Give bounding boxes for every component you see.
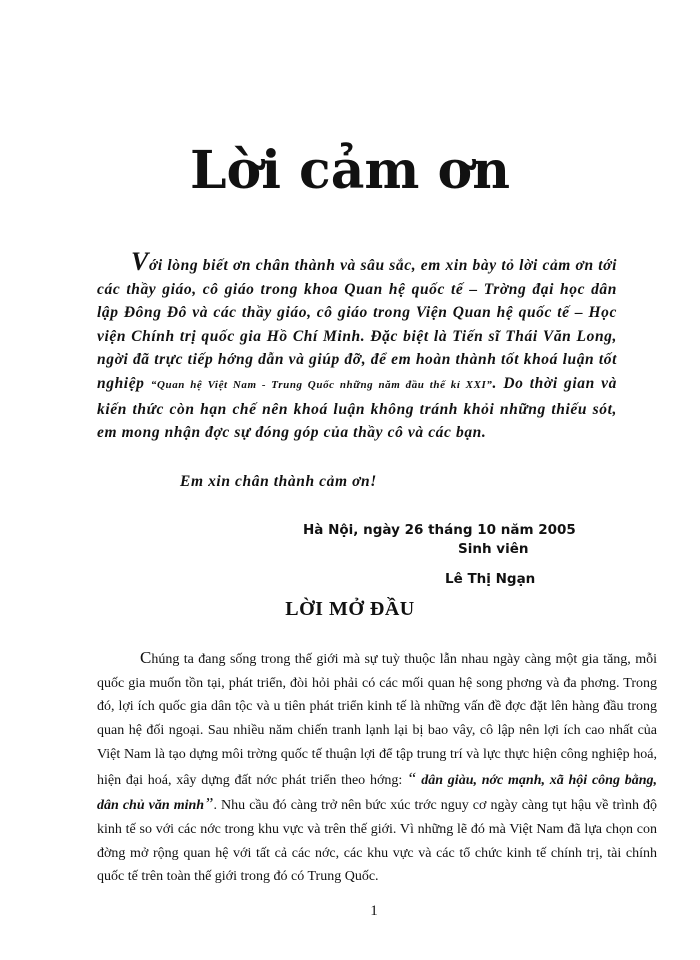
thesis-title: “Quan hệ Việt Nam - Trung Quốc những năm đầu thế kỉ XXI” [150, 378, 493, 391]
intro-text-part2: . Nhu cầu đó càng trở nên bức xúc trớc nguy cơ ngày càng tụt hậu về trình độ kinh tế so với các nớc trong khu vực và trên thế giới. Vì những lẽ đó mà Việt Nam đã lựa chọn con đờng mở rộng quan hệ với tất cả các nớc, các khu vực và các tổ chức kinh tế chính trị, tài chính quốc tế trên toàn thế giới trong đó có Trung Quốc. [97, 798, 657, 885]
intro-dropcap-letter: C [140, 648, 152, 667]
dateline: Hà Nội, ngày 26 tháng 10 năm 2005 [303, 522, 576, 538]
quote-close-mark: ” [204, 794, 214, 814]
intro-text-part1: húng ta đang sống trong thế giới mà sự tuỳ thuộc lẫn nhau ngày càng một gia tăng, mỗi quốc gia muốn tồn tại, phát triển, đòi hỏi phải có các mối quan hệ song phơng và đa phơng. Trong đó, lợi ích quốc gia dân tộc và u tiên phát triển kinh tế là những vấn đề đợc đặt lên hàng đầu trong quan hệ đối ngoại. Sau nhiều năm chiến tranh lạnh lại bị bao vây, cô lập nên lợi ích cao nhất của Việt Nam là tạo dựng môi trờng quốc tế thuận lợi để tập trung trí và lực thực hiện công nghiệp hoá, hiện đại hoá, xây dựng đất nớc phát triển theo hớng: [97, 652, 657, 788]
dropcap-letter: V [131, 247, 149, 276]
signer-name: Lê Thị Ngạn [445, 571, 536, 587]
quote-open-mark: “ [407, 768, 417, 788]
acknowledgment-text-part2: . Do thời gian và kiến thức còn hạn chế nên khoá luận không tránh khỏi những thiếu sót, em mong nhận đợc sự đóng góp của thầy cô và các bạn. [97, 374, 617, 442]
intro-quote: dân giàu, nớc mạnh, xã hội công bằng, dân chủ văn minh [97, 772, 657, 814]
introduction-paragraph [97, 646, 657, 889]
acknowledgment-title: Lời cảm ơn [189, 140, 511, 201]
closing-thanks: Em xin chân thành cảm ơn! [180, 473, 377, 490]
signer-role: Sinh viên [458, 541, 529, 557]
acknowledgment-paragraph [97, 247, 617, 445]
acknowledgment-text-part1: ới lòng biết ơn chân thành và sâu sắc, em xin bày tỏ lời cảm ơn tới các thầy giáo, cô giáo trong khoa Quan hệ quốc tế – Trờng đại học dân lập Đông Đô và các thầy giáo, cô giáo trong Viện Quan hệ quốc tế – Học viện Chính trị quốc gia Hồ Chí Minh. Đặc biệt là Tiến sĩ Thái Văn Long, ngời đã trực tiếp hớng dẫn và giúp đỡ, để em hoàn thành tốt khoá luận tốt nghiệp [97, 257, 617, 392]
page-number: 1 [370, 903, 378, 919]
introduction-title: LỜI MỞ ĐẦU [285, 598, 415, 620]
